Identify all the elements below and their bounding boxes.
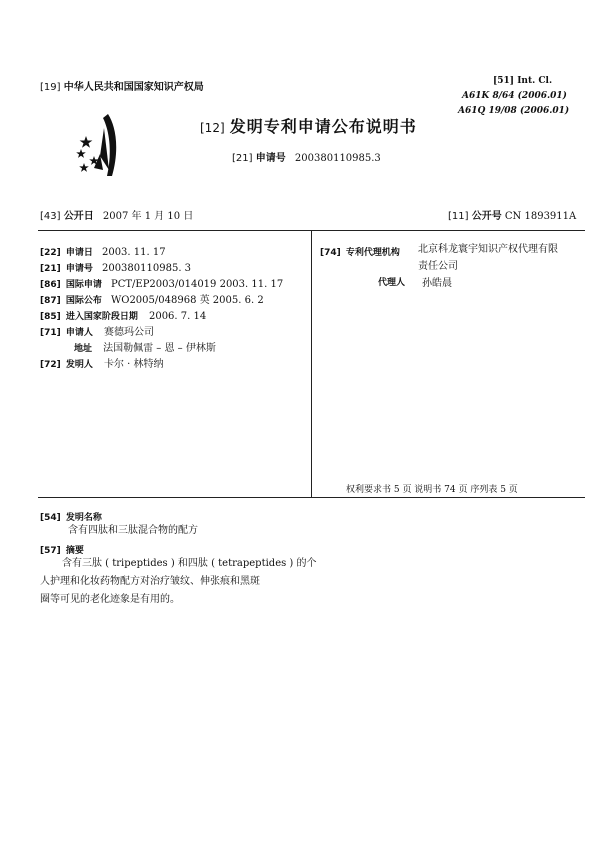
agency-name-line1: 北京科龙寰宇知识产权代理有限	[418, 244, 558, 255]
field-code: [71]	[40, 328, 61, 338]
agency-block	[320, 240, 400, 259]
page-counts: 权利要求书 5 页 说明书 74 页 序列表 5 页	[346, 485, 518, 495]
int-class-label: Int. Cl.	[517, 76, 553, 86]
column-divider	[311, 231, 312, 497]
invention-title: 含有四肽和三肽混合物的配方	[68, 525, 198, 536]
agent-name: 孙皓晨	[422, 278, 452, 289]
biblio-row	[40, 320, 283, 336]
pub-date-label: 公开日	[63, 211, 94, 222]
pub-no-value: CN 1893911A	[504, 211, 577, 222]
field-value: PCT/EP2003/014019 2003. 11. 17	[110, 279, 284, 290]
pub-date-code: [43]	[40, 211, 61, 222]
field-value: 卡尔 · 林特纳	[103, 359, 164, 370]
abstract-line: 圈等可见的老化迹象是有用的。	[40, 594, 180, 605]
field-label: 申请日	[65, 248, 93, 258]
doc-type-code: [12]	[200, 121, 225, 135]
header-app-number-line	[232, 149, 381, 164]
pub-date-line	[40, 207, 193, 222]
title-code: [54]	[40, 513, 61, 523]
pub-no-label: 公开号	[471, 211, 502, 222]
office-code: [19]	[40, 82, 61, 93]
biblio-row	[40, 256, 283, 272]
ipc-secondary: A61Q 19/08 (2006.01)	[458, 106, 570, 116]
abstract-label: 摘要	[65, 546, 84, 556]
pub-number-line	[448, 207, 576, 222]
biblio-block	[40, 240, 283, 368]
doc-type-title: 发明专利申请公布说明书	[229, 117, 417, 136]
field-code: [22]	[40, 248, 61, 258]
agent-label: 代理人	[378, 278, 406, 288]
header-app-value: 200380110985.3	[294, 153, 381, 164]
field-code: [85]	[40, 312, 61, 322]
field-value: 法国勒佩雷 – 恩 – 伊林斯	[103, 343, 216, 354]
agency-name-line2: 责任公司	[418, 261, 458, 272]
field-label: 申请号	[65, 264, 93, 274]
document-title-line	[200, 114, 417, 137]
biblio-row	[40, 336, 283, 352]
agency-code: [74]	[320, 248, 341, 258]
field-label: 国际公布	[65, 296, 102, 306]
biblio-row	[40, 240, 283, 256]
header-app-code: [21]	[232, 153, 253, 164]
field-value: 赛德玛公司	[103, 327, 154, 338]
field-value: WO2005/048968 英 2005. 6. 2	[110, 295, 264, 306]
pub-date-value: 2007 年 1 月 10 日	[102, 211, 194, 222]
biblio-row	[40, 288, 283, 304]
abstract-code: [57]	[40, 546, 61, 556]
field-code: [72]	[40, 360, 61, 370]
field-label: 申请人	[65, 328, 93, 338]
agency-label: 专利代理机构	[345, 248, 400, 258]
int-class-line	[493, 76, 552, 86]
ipc-primary: A61K 8/64 (2006.01)	[462, 91, 567, 101]
header-app-label: 申请号	[255, 153, 286, 164]
field-value: 200380110985. 3	[101, 263, 192, 274]
cnipa-emblem-icon	[72, 110, 140, 180]
field-value: 2003. 11. 17	[101, 247, 166, 258]
abstract-line: 人护理和化妆药物配方对治疗皱纹、伸张痕和黑斑	[40, 576, 260, 587]
field-code: [86]	[40, 280, 61, 290]
biblio-row	[40, 304, 283, 320]
field-code: [21]	[40, 264, 61, 274]
field-label: 进入国家阶段日期	[65, 312, 138, 322]
office-name: 中华人民共和国国家知识产权局	[63, 82, 204, 93]
field-label: 发明人	[65, 360, 93, 370]
divider-bottom	[38, 497, 585, 498]
biblio-row	[40, 352, 283, 368]
field-value: 2006. 7. 14	[148, 311, 207, 322]
field-label: 地址	[74, 344, 93, 354]
office-line	[40, 78, 204, 93]
int-class-code: [51]	[493, 76, 515, 86]
field-code: [87]	[40, 296, 61, 306]
field-label: 国际申请	[65, 280, 102, 290]
pub-no-code: [11]	[448, 211, 469, 222]
title-label: 发明名称	[65, 513, 102, 523]
abstract-line: 含有三肽 ( tripeptides ) 和四肽 ( tetrapeptides ) 的个	[62, 558, 317, 569]
biblio-row	[40, 272, 283, 288]
